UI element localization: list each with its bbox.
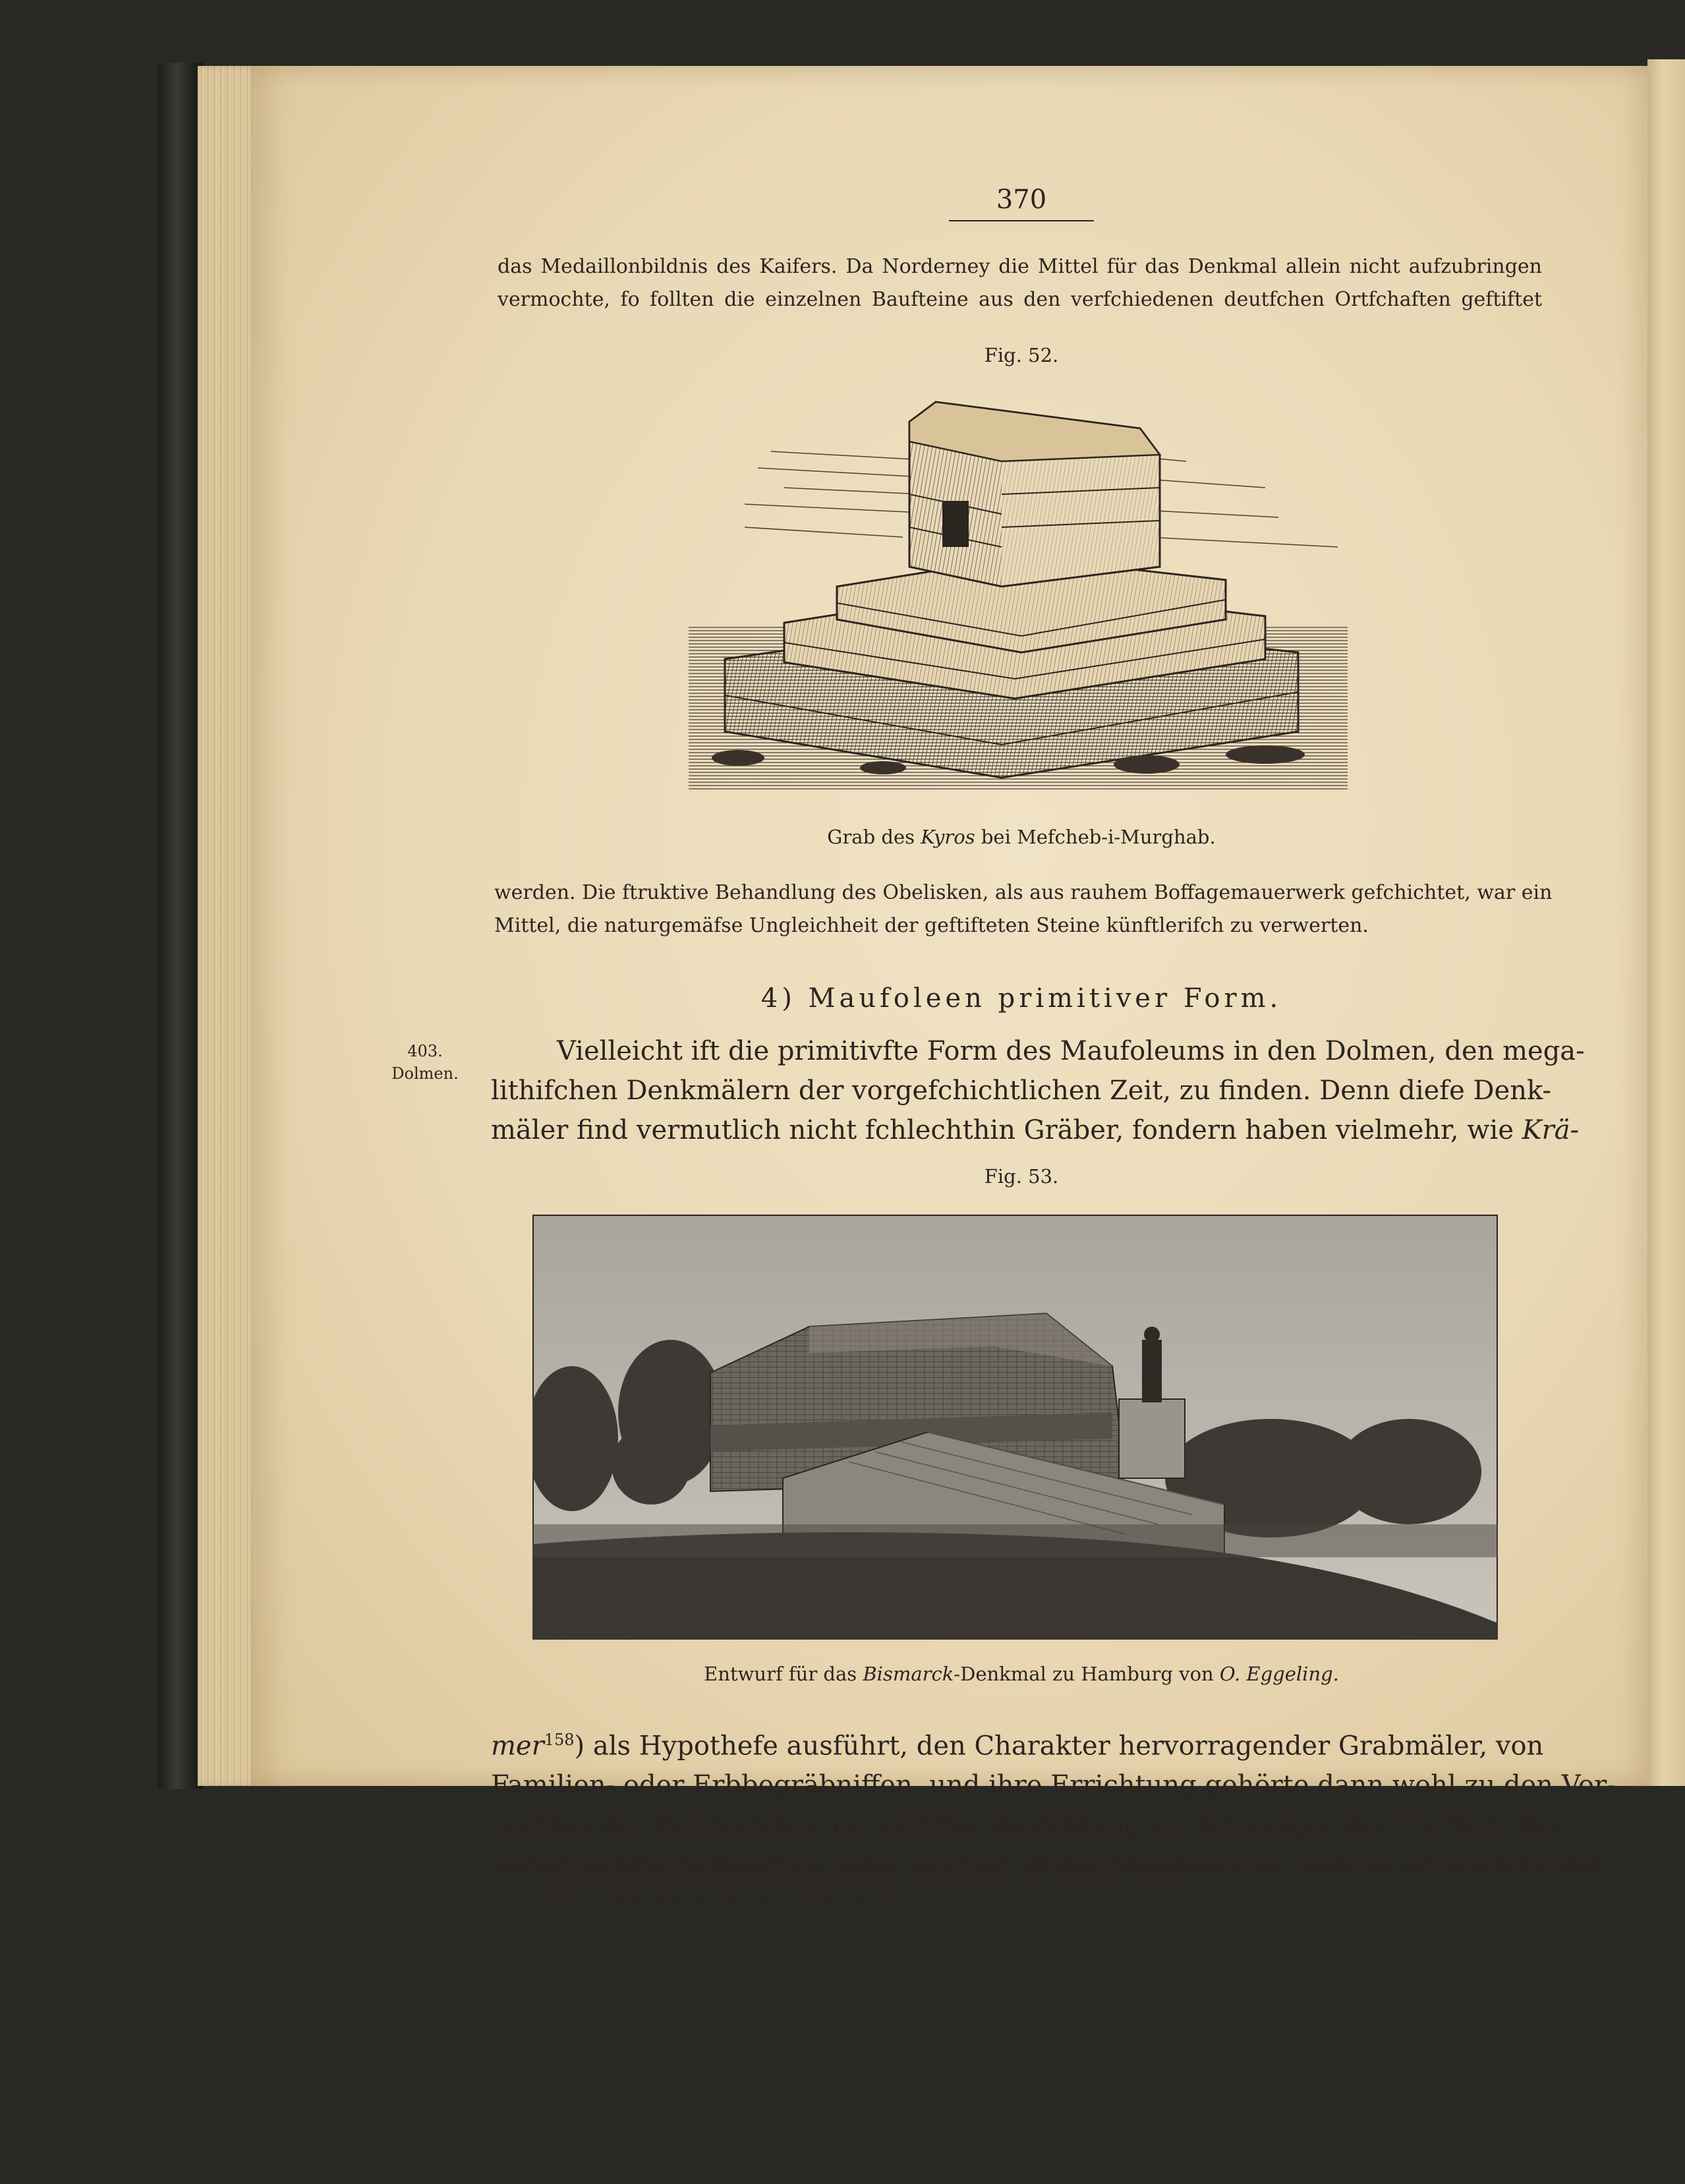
text-line — [491, 1720, 1542, 1766]
caption-italic: Kyros — [921, 826, 975, 848]
paragraph-middle — [494, 876, 1553, 942]
text-line: Familien- oder Erbbegräbniffen, und ihre Errichtung gehörte dann wohl zu den Vor- — [491, 1770, 1616, 1801]
next-page-edge — [1647, 59, 1685, 1786]
text-italic: mer — [491, 1731, 544, 1762]
paragraph-main-2 — [491, 1720, 1616, 1884]
margin-note-label: Dolmen. — [391, 1064, 459, 1083]
text-line: rechten der Befitzenden, in reichfter Ausbildung zu denjenigen der Fürften. Der — [491, 1810, 1566, 1841]
footnote-text: ) In: Centralbl. d. Bauverw. 1893, S. 357. — [559, 1892, 915, 1912]
text-italic: Krä- — [1522, 1115, 1580, 1145]
text-line: lithifchen Denkmälern der vorgefchichtlichen Zeit, zu finden. Denn diefe Denk- — [491, 1076, 1552, 1106]
caption-text: -Denkmal zu Hamburg von — [954, 1663, 1220, 1685]
section-heading: 4) Maufoleen primitiver Form. — [760, 983, 1282, 1014]
text-span: mäler find vermutlich nicht fchlechthin Gräber, fondern haben vielmehr, wie — [491, 1115, 1522, 1145]
footnote-number: 158 — [537, 1891, 560, 1905]
margin-note — [382, 1040, 468, 1085]
text-line: Vielleicht ift die primitivfte Form des Maufoleums in den Dolmen, den mega- — [557, 1036, 1585, 1066]
fig53-photo — [532, 1215, 1498, 1640]
caption-text: Grab des — [827, 826, 921, 848]
caption-italic: Bismarck — [863, 1663, 954, 1685]
paragraph-main-1 — [491, 1031, 1585, 1150]
text-line: wefentlichfte Beftandteil jedes Dolmen ift die Steinkammer, welche entweder rund — [491, 1849, 1601, 1880]
footnote — [537, 1882, 1196, 1912]
fig52-caption — [692, 826, 1351, 848]
caption-text: Entwurf für das — [704, 1663, 863, 1685]
fig52-engraving — [685, 389, 1351, 797]
fig52-label: Fig. 52. — [984, 344, 1059, 366]
caption-italic: O. Eggeling. — [1219, 1663, 1339, 1685]
page-number: 370 — [949, 185, 1094, 221]
text-line: Mittel, die naturgemäfse Ungleichheit der geftifteten Steine künftlerifch zu verwerten. — [494, 914, 1369, 937]
text-line: werden. Die ftruktive Behandlung des Obelisken, als aus rauhem Boffagemauerwerk gefchichtet, war ein — [494, 881, 1553, 904]
text-line: vermochte, fo follten die einzelnen Baufteine aus den verfchiedenen deutfchen Ortfchaften geftiftet — [498, 288, 1542, 311]
caption-text: bei Mefcheb-i-Murghab. — [975, 826, 1216, 848]
footnote-ref: 158 — [544, 1731, 575, 1749]
fig53-caption — [593, 1663, 1450, 1685]
text-span: ) als Hypothefe ausführt, den Charakter hervorragender Grabmäler, von — [574, 1731, 1544, 1762]
fig53-label: Fig. 53. — [984, 1165, 1059, 1188]
margin-note-number: 403. — [407, 1042, 443, 1060]
text-line: das Medaillonbildnis des Kaifers. Da Norderney die Mittel für das Denkmal allein nicht aufzubringen — [498, 255, 1542, 278]
text-line — [491, 1110, 1580, 1150]
paragraph-top — [498, 250, 1542, 316]
